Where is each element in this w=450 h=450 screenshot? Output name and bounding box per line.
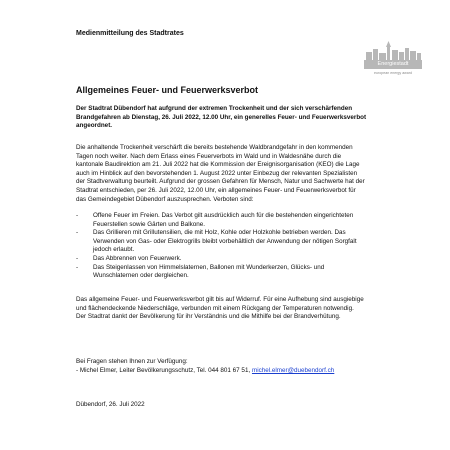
list-line: jedoch erlaubt. <box>93 246 135 254</box>
list-dash: - <box>76 263 79 271</box>
energiestadt-logo <box>364 40 422 80</box>
paragraph-line: der Stadtverwaltung beurteilt. Aufgrund der grossen Gefahren für Mensch, Natur und Sachwerte hat der <box>76 178 365 186</box>
paragraph-line: das Gemeindegebiet Dübendorf auszusprechen. Verboten sind: <box>76 195 254 203</box>
list-line: Feuerstellen sowie Gärten und Balkone. <box>93 220 206 228</box>
paragraph-line: kantonale Baudirektion am 21. Juli 2022 hat die Kommission der Ereignisorganisation (KEO) die Lage <box>76 161 360 169</box>
body-paragraph-2 <box>76 296 394 322</box>
list-line: Verwenden von Gas- oder Elektrogrills bleibt vorbehältlich der Anwendung der nötigen Sorgfalt <box>93 237 357 245</box>
contact-intro: Bei Fragen stehen Ihnen zur Verfügung: <box>76 358 188 365</box>
paragraph-line: und flächendeckende Niederschläge, verbunden mit einem Rückgang der Temperaturen notwendig. <box>76 304 354 312</box>
list-line: Wunschlaternen oder dergleichen. <box>93 272 189 280</box>
list-item <box>76 212 394 229</box>
body-paragraph-1 <box>76 144 394 204</box>
lead-line: Der Stadtrat Dübendorf hat aufgrund der extremen Trockenheit und der sich verschärfenden <box>76 105 353 112</box>
lead-paragraph <box>76 105 394 131</box>
paragraph-line: Der Stadtrat dankt der Bevölkerung für ihr Verständnis und die Mithilfe bei der Brandverhütung. <box>76 313 341 321</box>
list-item <box>76 264 394 281</box>
list-dash: - <box>76 229 79 237</box>
list-line: Das Steigenlassen von Himmelslaternen, Ballonen mit Wunderkerzen, Glücks- und <box>93 263 325 271</box>
logo-tagline: european energy award <box>374 71 412 75</box>
paragraph-line: auch im Hinblick auf den bevorstehenden 1. August 2022 unter Einbezug der relevanten Spezialisten <box>76 169 358 177</box>
paragraph-line: Das allgemeine Feuer- und Feuerwerksverbot gilt bis auf Widerruf. Für eine Aufhebung sind ausgiebige <box>76 296 364 303</box>
document-date: Dübendorf, 26. Juli 2022 <box>76 401 145 408</box>
contact-email-link[interactable]: michel.elmer@duebendorf.ch <box>251 366 335 374</box>
paragraph-line: Tagen noch weiter. Nach dem Erlass eines Feuerverbots im Wald und in Waldesnähe durch die <box>76 152 342 160</box>
document-title: Allgemeines Feuer- und Feuerwerksverbot <box>76 85 259 95</box>
city-skyline-icon <box>364 40 422 60</box>
list-line: Offene Feuer im Freien. Das Verbot gilt ausdrücklich auch für die bestehenden eingerichteten <box>93 212 354 219</box>
lead-line: angeordnet. <box>76 122 113 130</box>
contact-block <box>76 358 394 375</box>
logo-word: Energiestadt <box>364 60 422 69</box>
list-dash: - <box>76 212 79 219</box>
prohibition-list <box>76 212 394 281</box>
list-item <box>76 229 394 255</box>
contact-person: - Michel Elmer, Leiter Bevölkerungsschutz, Tel. 044 801 67 51, <box>76 366 252 374</box>
paragraph-line: Die anhaltende Trockenheit verschärft die bereits bestehende Waldbrandgefahr in den kommenden <box>76 144 353 151</box>
paragraph-line: Stadtrat entschieden, per 26. Juli 2022, 12.00 Uhr, ein allgemeines Feuer- und Feuerwerksverbot für <box>76 186 356 194</box>
list-item <box>76 255 394 264</box>
contact-person-line <box>76 367 394 376</box>
header-title: Medienmitteilung des Stadtrates <box>76 30 184 37</box>
list-dash: - <box>76 254 79 262</box>
lead-line: Brandgefahren ab Dienstag, 26. Juli 2022, 12.00 Uhr, ein generelles Feuer- und Feuerwerksverbot <box>76 113 367 121</box>
list-line: Das Abbrennen von Feuerwerk. <box>93 254 182 262</box>
list-line: Das Grillieren mit Grillutensilien, die mit Holz, Kohle oder Holzkohle betrieben werden. Das <box>93 229 346 237</box>
